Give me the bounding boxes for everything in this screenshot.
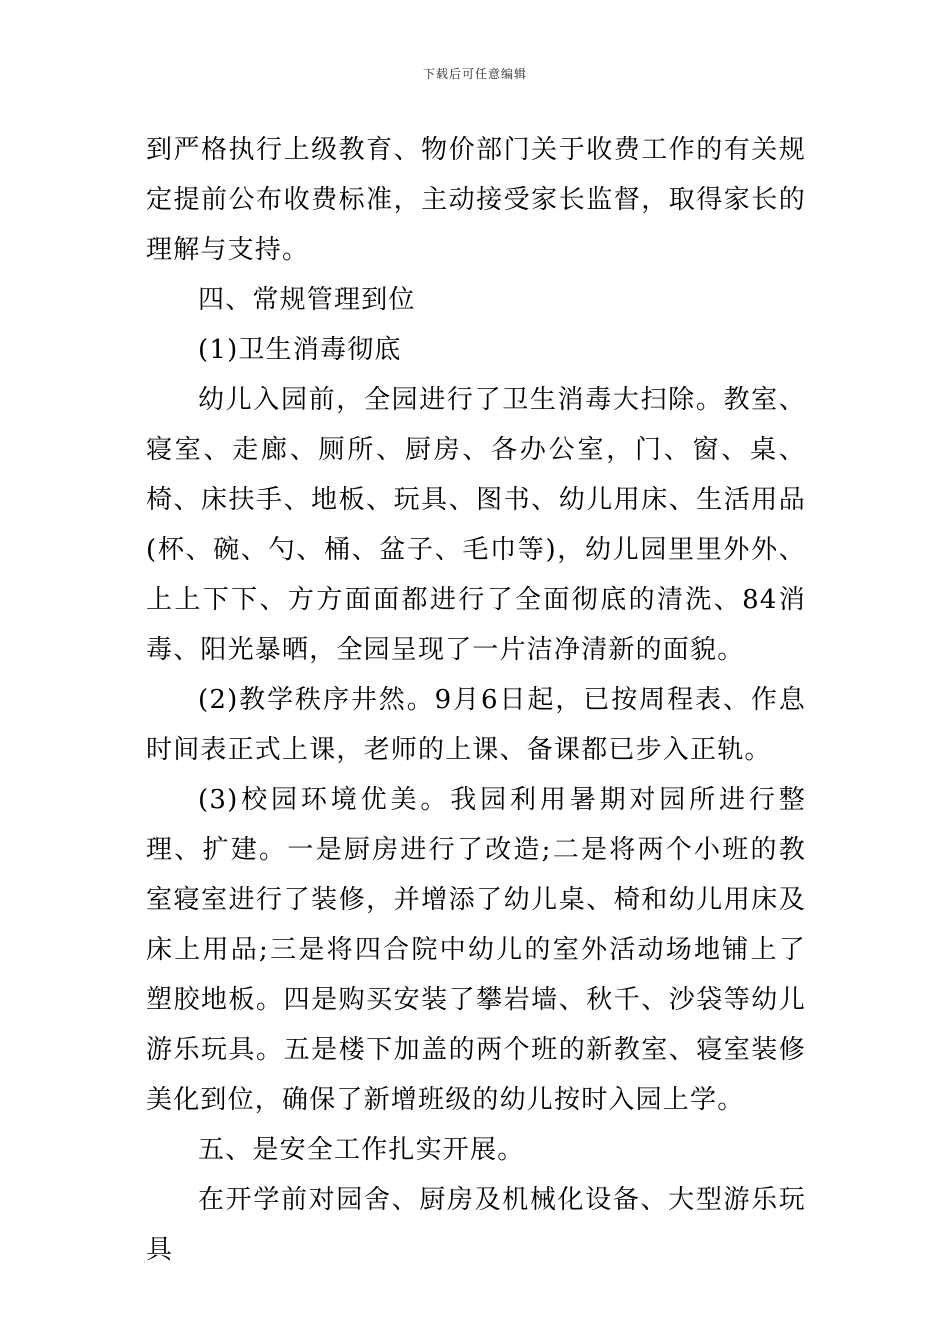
header-note: 下载后可任意编辑 — [422, 67, 527, 81]
subheading-hygiene-disinfection: (1)卫生消毒彻底 — [198, 335, 402, 365]
section-heading-routine-management: 四、常规管理到位 — [198, 285, 416, 315]
paragraph-campus-environment: (3)校园环境优美。我园利用暑期对园所进行整理、扩建。一是厨房进行了改造;二是将两个小班的教室寝室进行了装修，并增添了幼儿桌、椅和幼儿用床及床上用品;三是将四合院中幼儿的室外活动场地铺上了塑胶地板。四是购买安装了攀岩墙、秋千、沙袋等幼儿游乐玩具。五是楼下加盖的两个班的新教室、寝室装修美化到位，确保了新增班级的幼儿按时入园上学。 — [146, 785, 806, 1115]
paragraph-hygiene-details: 幼儿入园前，全园进行了卫生消毒大扫除。教室、寝室、走廊、厕所、厨房、各办公室，门、窗、桌、椅、床扶手、地板、玩具、图书、幼儿用床、生活用品(杯、碗、勺、桶、盆子、毛巾等)，幼儿园里里外外、上上下下、方方面面都进行了全面彻底的清洗、84消毒、阳光暴晒，全园呈现了一片洁净清新的面貌。 — [146, 385, 806, 665]
paragraph-safety-inspection: 在开学前对园舍、厨房及机械化设备、大型游乐玩具 — [146, 1185, 806, 1265]
document-body — [146, 125, 806, 1275]
section-heading-safety-work: 五、是安全工作扎实开展。 — [198, 1135, 525, 1165]
paragraph-teaching-order: (2)教学秩序井然。9月6日起，已按周程表、作息时间表正式上课，老师的上课、备课都已步入正轨。 — [146, 685, 806, 765]
paragraph-fee-standards: 到严格执行上级教育、物价部门关于收费工作的有关规定提前公布收费标准，主动接受家长监督，取得家长的理解与支持。 — [146, 135, 806, 265]
